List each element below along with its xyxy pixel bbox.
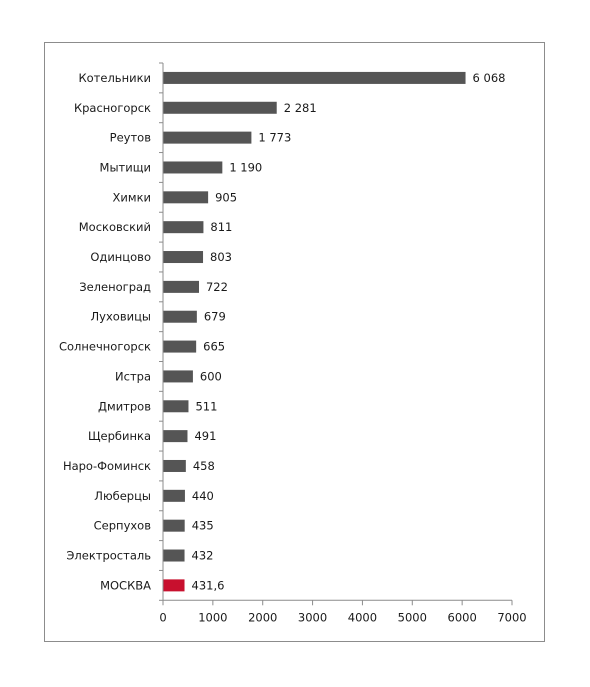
value-label-10: 600 [199,369,222,384]
bar-11 [163,400,188,412]
bar-4 [163,191,208,203]
value-label-15: 435 [191,518,214,533]
category-label-15: Серпухов [93,518,151,533]
category-label-7: Зеленоград [79,279,151,294]
value-label-0: 6 068 [472,70,506,85]
value-label-11: 511 [195,399,218,414]
bar-2 [163,132,251,144]
value-label-12: 491 [194,429,217,444]
bar-7 [163,281,199,293]
category-label-2: Реутов [109,130,151,145]
category-label-9: Солнечногорск [58,339,151,354]
bar-0 [163,72,466,84]
value-label-16: 432 [191,548,214,563]
category-label-16: Электросталь [66,548,151,563]
value-label-5: 811 [210,220,233,235]
category-label-5: Московский [78,220,151,235]
category-label-0: Котельники [78,70,151,85]
value-label-14: 440 [191,488,214,503]
bar-chart [45,43,546,643]
category-label-6: Одинцово [90,250,151,265]
bar-8 [163,311,197,323]
value-label-3: 1 190 [229,160,263,175]
bar-9 [163,341,196,353]
category-label-14: Люберцы [94,488,151,503]
category-label-1: Красногорск [73,100,151,115]
value-label-6: 803 [210,250,232,265]
category-label-10: Истра [115,369,151,384]
value-label-13: 458 [192,458,215,473]
category-label-8: Луховицы [90,309,151,324]
bar-17 [163,579,185,591]
x-tick-label-4: 4000 [347,610,378,625]
category-label-13: Наро-Фоминск [62,458,151,473]
bars-layer [163,72,466,591]
value-label-4: 905 [215,190,238,205]
x-tick-label-6: 6000 [447,610,477,625]
bar-6 [163,251,203,263]
x-tick-label-0: 0 [159,610,167,625]
x-tick-label-1: 1000 [198,610,228,625]
x-tick-label-7: 7000 [497,610,527,625]
bar-12 [163,430,187,442]
value-label-2: 1 773 [258,130,292,145]
x-tick-label-3: 3000 [297,610,328,625]
category-labels [59,71,151,592]
bar-16 [163,550,185,562]
bar-15 [163,520,185,532]
value-labels [192,71,506,592]
value-label-1: 2 281 [283,100,317,115]
bar-1 [163,102,277,114]
category-label-12: Щербинка [87,429,151,444]
x-tick-label-5: 5000 [397,610,427,625]
value-label-8: 679 [203,309,226,324]
bar-10 [163,370,193,382]
bar-14 [163,490,185,502]
category-label-11: Дмитров [98,399,151,414]
value-label-9: 665 [203,339,226,354]
value-label-17: 431,6 [191,578,225,593]
category-label-4: Химки [112,190,151,205]
bar-3 [163,161,222,173]
category-label-3: Мытищи [99,160,151,175]
bar-13 [163,460,186,472]
bar-5 [163,221,203,233]
chart-frame [44,42,545,642]
value-label-7: 722 [205,279,228,294]
x-tick-label-2: 2000 [248,610,278,625]
category-label-17: МОСКВА [100,578,151,593]
